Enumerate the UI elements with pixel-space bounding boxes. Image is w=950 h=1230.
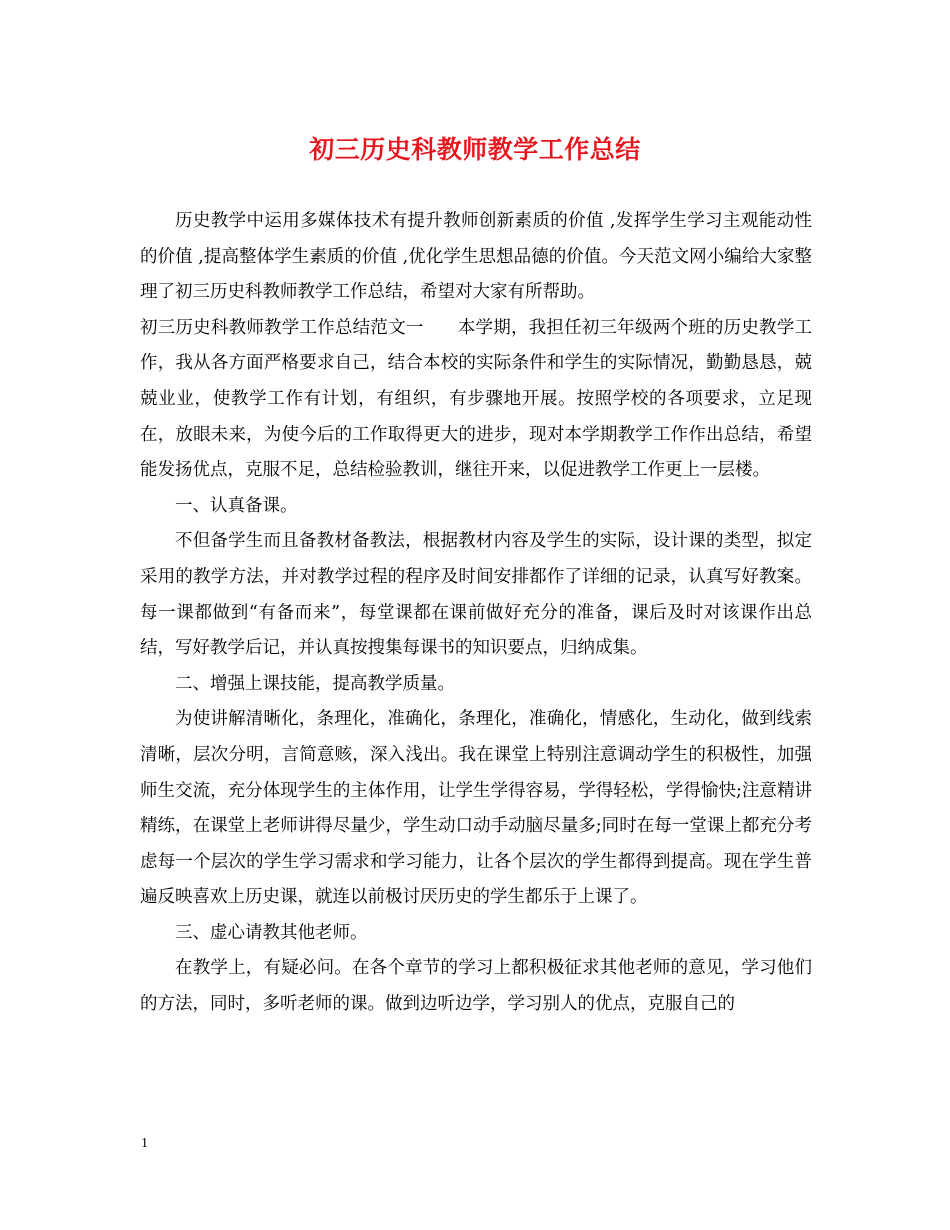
section-heading-3: 三、虚心请教其他老师。 [175,922,368,943]
section-paragraph-3: 在教学上，有疑必问。在各个章节的学习上都积极征求其他老师的意见，学习他们的方法，同时，多听老师的课。做到边听边学，学习别人的优点，克服自己的 [140,958,812,1015]
sample-text: 本学期，我担任初三年级两个班的历史教学工作，我从各方面严格要求自己，结合本校的实际条件和学生的实际情况，勤勤恳恳，兢兢业业，使教学工作有计划，有组织，有步骤地开展。按照学校的各项要求，立足现在，放眼未来，为使今后的工作取得更大的进步，现对本学期教学工作作出总结，希望能发扬优点，克服不足，总结检验教训，继往开来，以促进教学工作更上一层楼。 [140,317,813,481]
section-paragraph-1: 不但备学生而且备教材备教法，根据教材内容及学生的实际，设计课的类型，拟定采用的教学方法，并对教学过程的程序及时间安排都作了详细的记录，认真写好教案。每一课都做到“有备而来”，每堂课都在课前做好充分的准备，课后及时对该课作出总结，写好教学后记，并认真按搜集每课书的知识要点，归纳成集。 [140,531,812,659]
sample-label: 初三历史科教师教学工作总结范文一 [140,317,424,338]
section-heading-2: 二、增强上课技能，提高教学质量。 [175,673,455,694]
document-body [140,204,812,1023]
section-paragraph-2: 为使讲解清晰化，条理化，准确化，条理化，准确化，情感化，生动化，做到线索清晰，层次分明，言简意赅，深入浅出。我在课堂上特别注意调动学生的积极性，加强师生交流，充分体现学生的主体作用，让学生学得容易，学得轻松，学得愉快;注意精讲精练，在课堂上老师讲得尽量少，学生动口动手动脑尽量多;同时在每一堂课上都充分考虑每一个层次的学生学习需求和学习能力，让各个层次的学生都得到提高。现在学生普遍反映喜欢上历史课，就连以前极讨厌历史的学生都乐于上课了。 [140,709,812,908]
section-heading-1: 一、认真备课。 [175,495,298,516]
intro-paragraph: 历史教学中运用多媒体技术有提升教师创新素质的价值 ,发挥学生学习主观能动性的价值 ,提高整体学生素质的价值 ,优化学生思想品德的价值。今天范文网小编给大家整理了初三历史科教师教学工作总结，希望对大家有所帮助。 [140,211,812,303]
sample-paragraph [140,311,812,489]
document-title: 初三历史科教师教学工作总结 [309,135,641,164]
page-number: 1 [141,1136,148,1151]
